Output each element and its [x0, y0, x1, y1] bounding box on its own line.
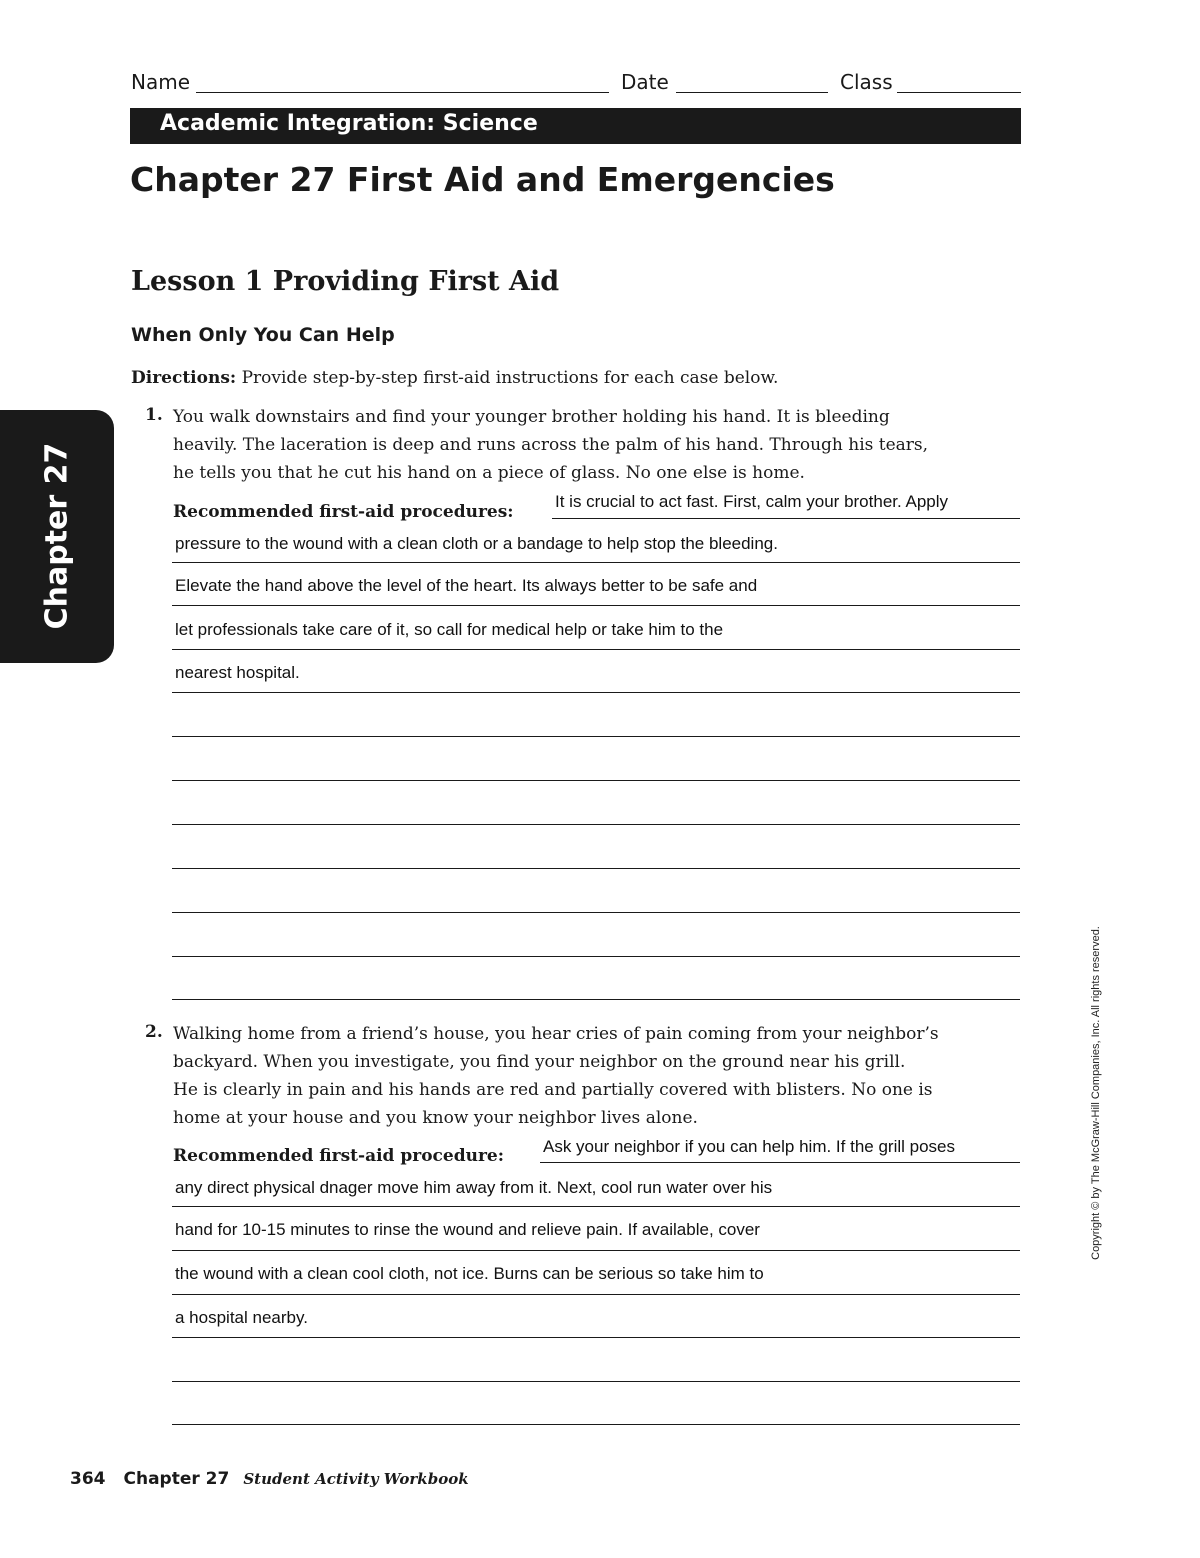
page-number: 364	[70, 1469, 106, 1489]
answer-rule[interactable]	[172, 912, 1020, 913]
answer-rule[interactable]	[172, 999, 1020, 1000]
question-number: 1.	[145, 405, 163, 425]
banner-text: Academic Integration: Science	[160, 111, 538, 136]
section-banner	[130, 108, 1021, 144]
answer-rule	[172, 605, 1020, 606]
answer-rule[interactable]	[172, 868, 1020, 869]
answer-rule	[540, 1162, 1020, 1163]
answer-rule	[172, 1294, 1020, 1295]
footer-workbook: Student Activity Workbook	[243, 1470, 469, 1488]
section-heading: When Only You Can Help	[131, 324, 395, 346]
name-field[interactable]	[196, 92, 609, 93]
answer-line[interactable]: Elevate the hand above the level of the heart. Its always better to be safe and	[175, 576, 758, 595]
prompt-line: He is clearly in pain and his hands are red and partially covered with blisters. No one is	[173, 1080, 933, 1100]
question-prompt	[173, 1020, 1033, 1132]
answer-rule[interactable]	[172, 956, 1020, 957]
chapter-side-tab	[0, 410, 114, 663]
answer-line[interactable]: hand for 10-15 minutes to rinse the wound and relieve pain. If available, cover	[175, 1220, 760, 1239]
prompt-line: Walking home from a friend’s house, you hear cries of pain coming from your neighbor’s	[173, 1024, 939, 1044]
question-prompt	[173, 403, 1033, 487]
date-label: Date	[621, 70, 669, 94]
answer-rule	[172, 649, 1020, 650]
directions-label: Directions:	[131, 368, 237, 388]
procedure-label: Recommended first-aid procedures:	[173, 502, 514, 522]
date-field[interactable]	[676, 92, 828, 93]
directions	[131, 368, 778, 388]
answer-rule[interactable]	[172, 780, 1020, 781]
footer-chapter: Chapter 27	[123, 1469, 230, 1489]
answer-rule	[172, 692, 1020, 693]
answer-line[interactable]: any direct physical dnager move him away from it. Next, cool run water over his	[175, 1178, 773, 1197]
prompt-line: heavily. The laceration is deep and runs across the palm of his hand. Through his tears,	[173, 435, 929, 455]
answer-rule	[552, 518, 1020, 519]
answer-rule	[172, 1250, 1020, 1251]
question-number: 2.	[145, 1022, 163, 1042]
answer-line[interactable]: a hospital nearby.	[175, 1308, 308, 1327]
answer-rule	[172, 562, 1020, 563]
answer-line[interactable]: Ask your neighbor if you can help him. If the grill poses	[543, 1137, 955, 1156]
class-field[interactable]	[897, 92, 1021, 93]
answer-rule	[172, 1206, 1020, 1207]
copyright-notice: Copyright © by The McGraw-Hill Companies, Inc. All rights reserved.	[1090, 926, 1102, 1260]
class-label: Class	[840, 70, 893, 94]
directions-text: Provide step-by-step first-aid instructions for each case below.	[236, 368, 779, 388]
prompt-line: home at your house and you know your neighbor lives alone.	[173, 1108, 698, 1128]
answer-line[interactable]: It is crucial to act fast. First, calm your brother. Apply	[555, 492, 949, 511]
answer-line[interactable]: nearest hospital.	[175, 663, 300, 682]
chapter-title: Chapter 27 First Aid and Emergencies	[130, 160, 835, 199]
name-label: Name	[131, 70, 191, 94]
side-tab-label: Chapter 27	[39, 442, 75, 630]
page-footer	[70, 1469, 469, 1489]
answer-rule	[172, 1337, 1020, 1338]
lesson-title: Lesson 1 Providing First Aid	[131, 266, 560, 297]
prompt-line: he tells you that he cut his hand on a piece of glass. No one else is home.	[173, 463, 805, 483]
answer-rule[interactable]	[172, 1424, 1020, 1425]
answer-rule[interactable]	[172, 736, 1020, 737]
answer-rule[interactable]	[172, 1381, 1020, 1382]
prompt-line: You walk downstairs and find your younger brother holding his hand. It is bleeding	[173, 407, 890, 427]
answer-rule[interactable]	[172, 824, 1020, 825]
prompt-line: backyard. When you investigate, you find your neighbor on the ground near his grill.	[173, 1052, 906, 1072]
answer-line[interactable]: pressure to the wound with a clean cloth or a bandage to help stop the bleeding.	[175, 534, 778, 553]
procedure-label: Recommended first-aid procedure:	[173, 1146, 505, 1166]
answer-line[interactable]: the wound with a clean cool cloth, not ice. Burns can be serious so take him to	[175, 1264, 764, 1283]
answer-line[interactable]: let professionals take care of it, so call for medical help or take him to the	[175, 620, 724, 639]
